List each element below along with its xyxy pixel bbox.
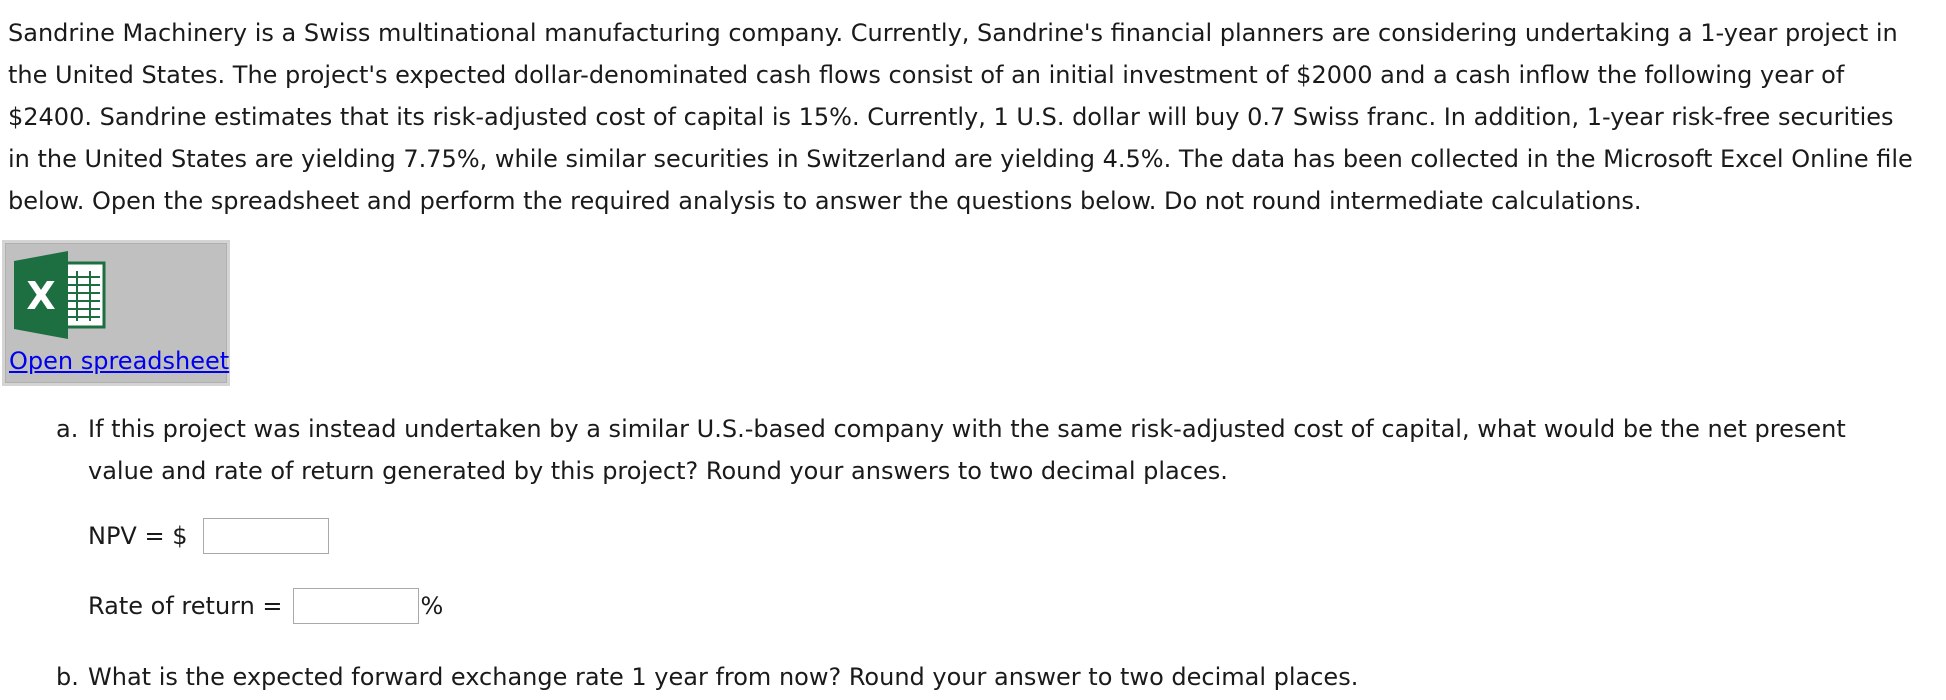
question-a	[56, 408, 1916, 485]
percent-suffix: %	[420, 592, 444, 620]
rate-of-return-row	[88, 588, 443, 624]
spreadsheet-tile[interactable]	[2, 240, 230, 386]
rate-of-return-input[interactable]	[293, 588, 419, 624]
question-b-text: What is the expected forward exchange rate 1 year from now? Round your answer to two decimal places.	[88, 663, 1359, 691]
npv-label: NPV = $	[88, 522, 188, 550]
open-spreadsheet-link[interactable]: Open spreadsheet	[9, 347, 230, 375]
question-a-text: If this project was instead undertaken by a similar U.S.-based company with the same risk-adjusted cost of capital, what would be the net present value and rate of return generated by this project? Round your answers to two decimal places.	[88, 415, 1846, 485]
rate-of-return-label: Rate of return =	[88, 592, 283, 620]
question-a-marker: a.	[56, 415, 79, 443]
question-b	[56, 656, 1916, 698]
npv-input[interactable]	[203, 518, 329, 554]
svg-text:X: X	[26, 274, 56, 318]
npv-row	[88, 518, 329, 554]
problem-statement: Sandrine Machinery is a Swiss multinational manufacturing company. Currently, Sandrine's financial planners are considering undertaking a 1-year project in the United States. The project's expected dollar-denominated cash flows consist of an initial investment of $2000 and a cash inflow the following year of $2400. Sandrine estimates that its risk-adjusted cost of capital is 15%. Currently, 1 U.S. dollar will buy 0.7 Swiss franc. In addition, 1-year risk-free securities in the United States are yielding 7.75%, while similar securities in Switzerland are yielding 4.5%. The data has been collected in the Microsoft Excel Online file below. Open the spreadsheet and perform the required analysis to answer the questions below. Do not round intermediate calculations.	[8, 19, 1913, 215]
excel-icon	[12, 251, 108, 339]
question-b-marker: b.	[56, 663, 79, 691]
